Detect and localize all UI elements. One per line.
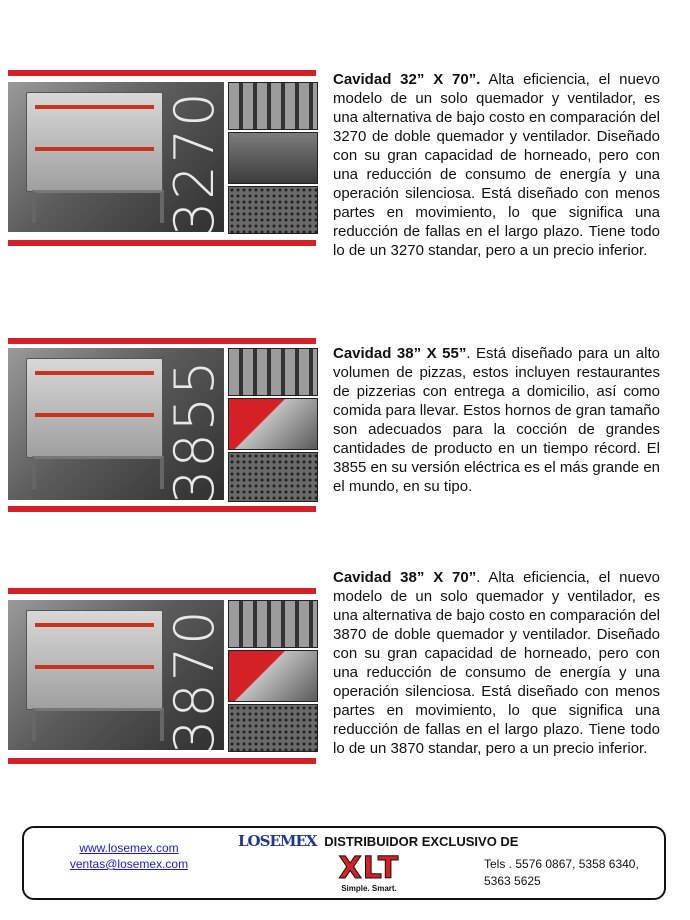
contact-links: [54, 840, 204, 872]
phone-numbers: Tels . 5576 0867, 5358 6340, 5363 5625: [484, 857, 639, 888]
xlt-tagline: Simple. Smart.: [341, 884, 397, 893]
product-body: . Está diseñado para un alto volumen de pizzas, estos incluyen restaurantes de pizzerias con entrega a domicilio, así como comida para llevar. Estos hornos de gran tamaño son adecuados para la cocción de grandes cantidades de producto en un tiempo récord. El 3855 en su versión eléctrica es el más grande en el mundo, en su tipo.: [333, 345, 660, 495]
thumb-red-oven: [228, 650, 318, 702]
product-lead: Cavidad 38” X 70”: [333, 569, 477, 586]
product-description: [333, 344, 660, 496]
xlt-logo: [334, 851, 404, 893]
thumb-control-panel: [228, 348, 318, 396]
distributor-label: DISTRIBUIDOR EXCLUSIVO DE: [324, 834, 519, 849]
model-number: 3870: [163, 608, 226, 754]
red-bar-bottom: [8, 758, 316, 764]
email-link[interactable]: ventas@losemex.com: [69, 857, 189, 871]
thumb-mesh-belt: [228, 186, 318, 234]
distributor-heading: [238, 832, 518, 850]
product-body: Alta eficiencia, el nuevo modelo de un solo quemador y ventilador, es una alternativa de bajo costo en comparación del 3270 de doble quemador y ventilador. Diseñado con su gran capacidad de horneado, pero con una reducción de consumo de energía y una operación silenciosa. Está diseñado con menos partes en movimiento, lo que significa una reducción de fallas en el largo plazo. Tiene todo lo de un 3270 standar, pero a un precio inferior.: [333, 71, 661, 259]
product-lead: Cavidad 32” X 70”.: [333, 71, 481, 88]
product-banner: [8, 70, 316, 252]
thumb-conveyor: [228, 132, 318, 184]
red-bar-bottom: [8, 506, 316, 512]
oven-image: [26, 92, 163, 192]
thumb-mesh-belt: [228, 452, 318, 502]
product-banner: [8, 588, 316, 770]
thumb-control-panel: [228, 82, 318, 130]
thumb-control-panel: [228, 600, 318, 648]
product-banner: [8, 338, 316, 516]
red-bar-top: [8, 588, 316, 594]
oven-stand: [32, 708, 164, 741]
product-description: [333, 70, 660, 260]
oven-stand: [32, 456, 164, 489]
model-number: 3855: [163, 358, 226, 504]
xlt-logo-mark: XLT: [338, 851, 400, 886]
contact-footer: [22, 826, 666, 900]
red-bar-top: [8, 338, 316, 344]
red-bar-top: [8, 70, 316, 76]
oven-image: [26, 358, 163, 458]
website-link[interactable]: www.losemex.com: [79, 841, 179, 855]
red-bar-bottom: [8, 240, 316, 246]
model-number: 3270: [163, 90, 226, 236]
thumb-red-oven: [228, 398, 318, 450]
product-lead: Cavidad 38” X 55”: [333, 345, 467, 362]
product-body: . Alta eficiencia, el nuevo modelo de un solo quemador y ventilador, es una alternativa de bajo costo en comparación del 3870 de doble quemador y ventilador. Diseñado con su gran capacidad de horneado, pero con una reducción de consumo de energía y una operación silenciosa. Está diseñado con menos partes en movimiento, lo que significa una reducción de fallas en el largo plazo. Tiene todo lo de un 3870 standar, pero a un precio inferior.: [333, 569, 660, 757]
losemex-logo: LOSEMEX: [238, 832, 317, 850]
thumb-mesh-belt: [228, 704, 318, 752]
product-description: [333, 568, 660, 758]
oven-stand: [32, 190, 164, 223]
oven-image: [26, 610, 163, 710]
